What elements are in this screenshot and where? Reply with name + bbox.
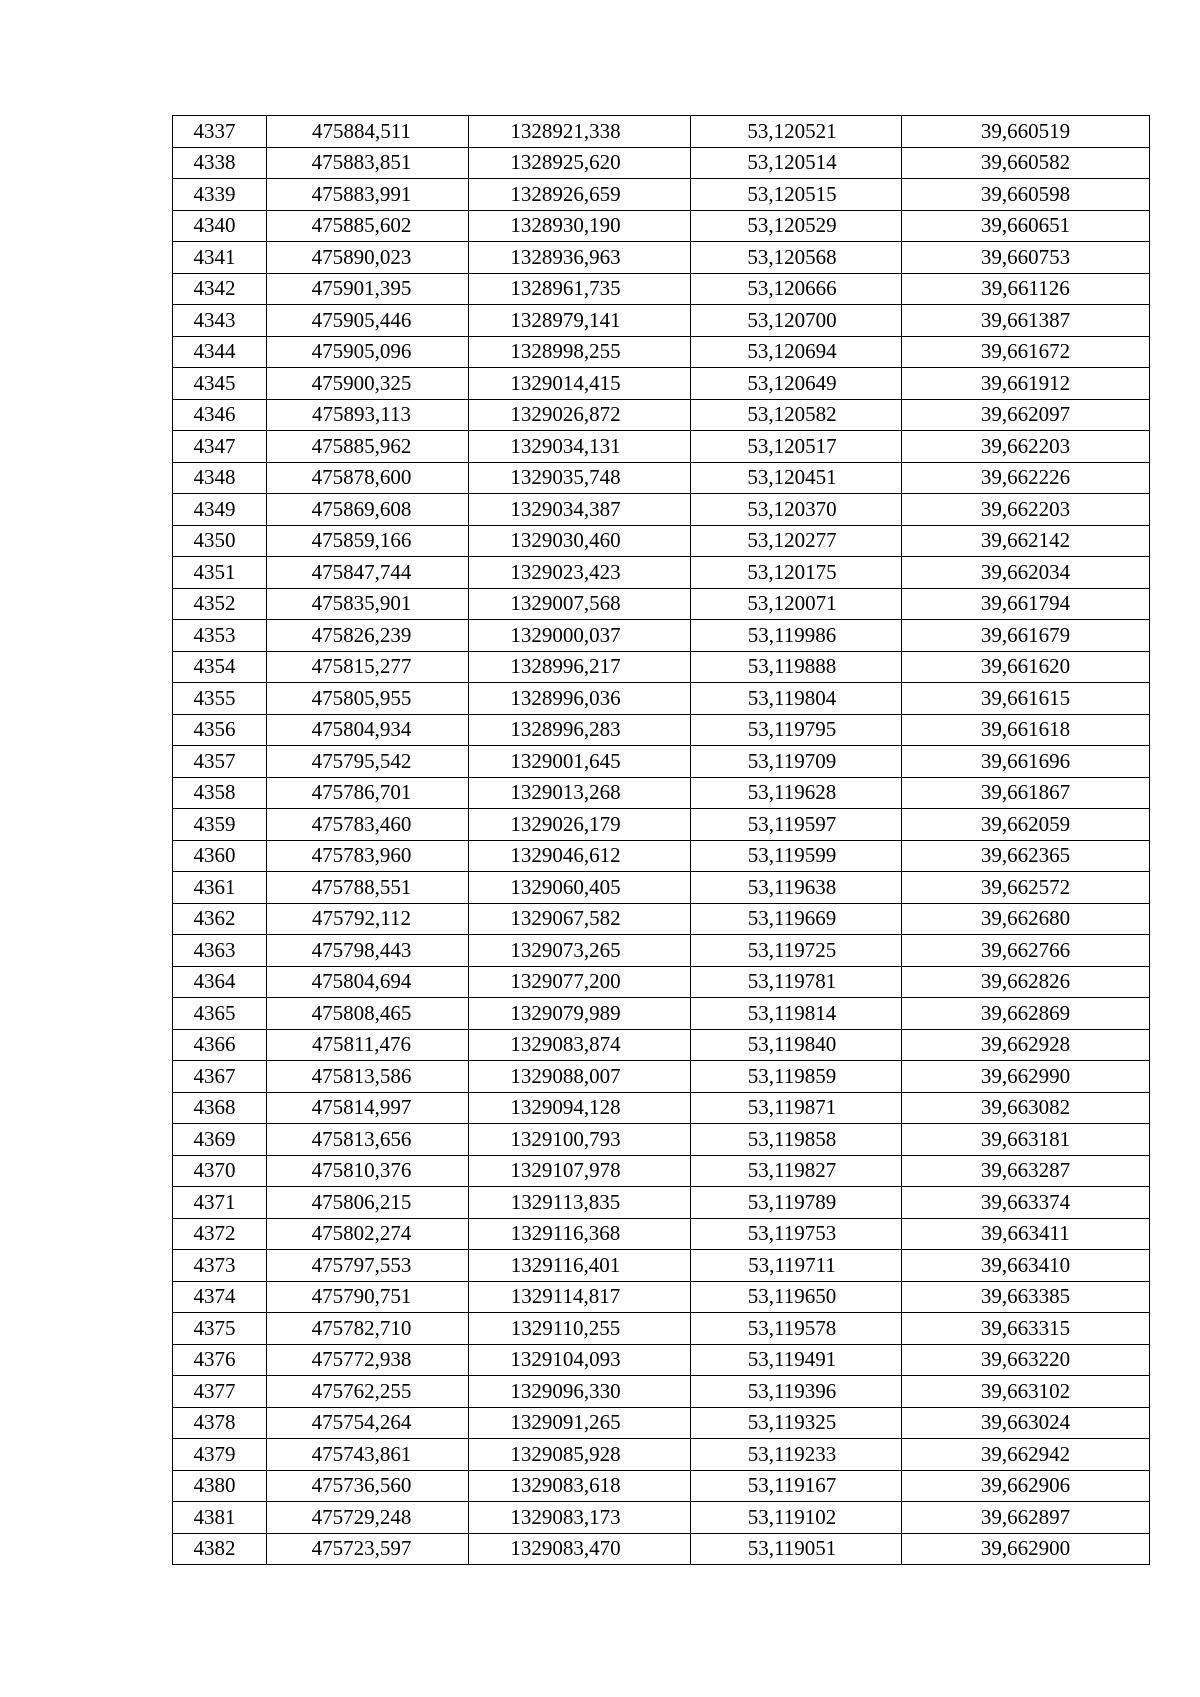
x-coordinate-cell: 475797,553 — [267, 1250, 469, 1282]
table-row — [173, 147, 1150, 179]
table-row — [173, 1061, 1150, 1093]
point-number-cell: 4382 — [173, 1533, 267, 1565]
latitude-cell: 53,120071 — [691, 588, 902, 620]
longitude-cell: 39,660598 — [902, 179, 1150, 211]
point-number-cell: 4360 — [173, 840, 267, 872]
x-coordinate-cell: 475847,744 — [267, 557, 469, 589]
latitude-cell: 53,119233 — [691, 1439, 902, 1471]
longitude-cell: 39,662897 — [902, 1502, 1150, 1534]
y-coordinate-cell: 1329085,928 — [469, 1439, 691, 1471]
table-row — [173, 305, 1150, 337]
point-number-cell: 4351 — [173, 557, 267, 589]
x-coordinate-cell: 475808,465 — [267, 998, 469, 1030]
longitude-cell: 39,660582 — [902, 147, 1150, 179]
longitude-cell: 39,661618 — [902, 714, 1150, 746]
y-coordinate-cell: 1329083,618 — [469, 1470, 691, 1502]
point-number-cell: 4378 — [173, 1407, 267, 1439]
y-coordinate-cell: 1329026,179 — [469, 809, 691, 841]
latitude-cell: 53,119599 — [691, 840, 902, 872]
x-coordinate-cell: 475754,264 — [267, 1407, 469, 1439]
point-number-cell: 4367 — [173, 1061, 267, 1093]
longitude-cell: 39,663220 — [902, 1344, 1150, 1376]
table-row — [173, 777, 1150, 809]
table-row — [173, 1313, 1150, 1345]
y-coordinate-cell: 1329073,265 — [469, 935, 691, 967]
longitude-cell: 39,660519 — [902, 116, 1150, 148]
latitude-cell: 53,120515 — [691, 179, 902, 211]
x-coordinate-cell: 475743,861 — [267, 1439, 469, 1471]
x-coordinate-cell: 475900,325 — [267, 368, 469, 400]
latitude-cell: 53,120529 — [691, 210, 902, 242]
x-coordinate-cell: 475772,938 — [267, 1344, 469, 1376]
coordinates-table-body — [173, 116, 1150, 1565]
longitude-cell: 39,661912 — [902, 368, 1150, 400]
x-coordinate-cell: 475790,751 — [267, 1281, 469, 1313]
longitude-cell: 39,663082 — [902, 1092, 1150, 1124]
point-number-cell: 4343 — [173, 305, 267, 337]
x-coordinate-cell: 475885,602 — [267, 210, 469, 242]
table-row — [173, 840, 1150, 872]
y-coordinate-cell: 1328930,190 — [469, 210, 691, 242]
latitude-cell: 53,119814 — [691, 998, 902, 1030]
point-number-cell: 4364 — [173, 966, 267, 998]
latitude-cell: 53,119628 — [691, 777, 902, 809]
x-coordinate-cell: 475788,551 — [267, 872, 469, 904]
latitude-cell: 53,119711 — [691, 1250, 902, 1282]
longitude-cell: 39,661696 — [902, 746, 1150, 778]
y-coordinate-cell: 1329046,612 — [469, 840, 691, 872]
latitude-cell: 53,119709 — [691, 746, 902, 778]
x-coordinate-cell: 475893,113 — [267, 399, 469, 431]
x-coordinate-cell: 475815,277 — [267, 651, 469, 683]
point-number-cell: 4361 — [173, 872, 267, 904]
x-coordinate-cell: 475806,215 — [267, 1187, 469, 1219]
table-row — [173, 588, 1150, 620]
latitude-cell: 53,120700 — [691, 305, 902, 337]
table-row — [173, 462, 1150, 494]
point-number-cell: 4362 — [173, 903, 267, 935]
table-row — [173, 1376, 1150, 1408]
x-coordinate-cell: 475883,851 — [267, 147, 469, 179]
x-coordinate-cell: 475869,608 — [267, 494, 469, 526]
longitude-cell: 39,663181 — [902, 1124, 1150, 1156]
x-coordinate-cell: 475885,962 — [267, 431, 469, 463]
table-row — [173, 494, 1150, 526]
y-coordinate-cell: 1329013,268 — [469, 777, 691, 809]
y-coordinate-cell: 1329034,131 — [469, 431, 691, 463]
point-number-cell: 4348 — [173, 462, 267, 494]
longitude-cell: 39,662203 — [902, 431, 1150, 463]
x-coordinate-cell: 475859,166 — [267, 525, 469, 557]
y-coordinate-cell: 1328998,255 — [469, 336, 691, 368]
x-coordinate-cell: 475729,248 — [267, 1502, 469, 1534]
latitude-cell: 53,119888 — [691, 651, 902, 683]
latitude-cell: 53,120694 — [691, 336, 902, 368]
y-coordinate-cell: 1329079,989 — [469, 998, 691, 1030]
y-coordinate-cell: 1329001,645 — [469, 746, 691, 778]
x-coordinate-cell: 475814,997 — [267, 1092, 469, 1124]
latitude-cell: 53,119578 — [691, 1313, 902, 1345]
latitude-cell: 53,120582 — [691, 399, 902, 431]
x-coordinate-cell: 475804,694 — [267, 966, 469, 998]
y-coordinate-cell: 1328996,217 — [469, 651, 691, 683]
x-coordinate-cell: 475736,560 — [267, 1470, 469, 1502]
x-coordinate-cell: 475905,446 — [267, 305, 469, 337]
y-coordinate-cell: 1329110,255 — [469, 1313, 691, 1345]
point-number-cell: 4375 — [173, 1313, 267, 1345]
latitude-cell: 53,119102 — [691, 1502, 902, 1534]
latitude-cell: 53,119840 — [691, 1029, 902, 1061]
longitude-cell: 39,661672 — [902, 336, 1150, 368]
latitude-cell: 53,120175 — [691, 557, 902, 589]
y-coordinate-cell: 1328936,963 — [469, 242, 691, 274]
point-number-cell: 4381 — [173, 1502, 267, 1534]
latitude-cell: 53,119650 — [691, 1281, 902, 1313]
latitude-cell: 53,119827 — [691, 1155, 902, 1187]
y-coordinate-cell: 1329060,405 — [469, 872, 691, 904]
latitude-cell: 53,119638 — [691, 872, 902, 904]
x-coordinate-cell: 475901,395 — [267, 273, 469, 305]
table-row — [173, 903, 1150, 935]
longitude-cell: 39,662900 — [902, 1533, 1150, 1565]
table-row — [173, 872, 1150, 904]
point-number-cell: 4345 — [173, 368, 267, 400]
y-coordinate-cell: 1329000,037 — [469, 620, 691, 652]
longitude-cell: 39,662572 — [902, 872, 1150, 904]
table-row — [173, 809, 1150, 841]
latitude-cell: 53,119804 — [691, 683, 902, 715]
y-coordinate-cell: 1329014,415 — [469, 368, 691, 400]
x-coordinate-cell: 475795,542 — [267, 746, 469, 778]
point-number-cell: 4344 — [173, 336, 267, 368]
x-coordinate-cell: 475762,255 — [267, 1376, 469, 1408]
point-number-cell: 4341 — [173, 242, 267, 274]
latitude-cell: 53,120514 — [691, 147, 902, 179]
x-coordinate-cell: 475835,901 — [267, 588, 469, 620]
y-coordinate-cell: 1329113,835 — [469, 1187, 691, 1219]
y-coordinate-cell: 1328979,141 — [469, 305, 691, 337]
x-coordinate-cell: 475890,023 — [267, 242, 469, 274]
point-number-cell: 4370 — [173, 1155, 267, 1187]
table-row — [173, 242, 1150, 274]
point-number-cell: 4355 — [173, 683, 267, 715]
x-coordinate-cell: 475905,096 — [267, 336, 469, 368]
point-number-cell: 4374 — [173, 1281, 267, 1313]
longitude-cell: 39,662226 — [902, 462, 1150, 494]
longitude-cell: 39,662942 — [902, 1439, 1150, 1471]
y-coordinate-cell: 1329077,200 — [469, 966, 691, 998]
table-row — [173, 1155, 1150, 1187]
table-row — [173, 1187, 1150, 1219]
latitude-cell: 53,119871 — [691, 1092, 902, 1124]
latitude-cell: 53,120370 — [691, 494, 902, 526]
longitude-cell: 39,661387 — [902, 305, 1150, 337]
longitude-cell: 39,660651 — [902, 210, 1150, 242]
table-row — [173, 1250, 1150, 1282]
latitude-cell: 53,119325 — [691, 1407, 902, 1439]
latitude-cell: 53,120517 — [691, 431, 902, 463]
y-coordinate-cell: 1329116,368 — [469, 1218, 691, 1250]
x-coordinate-cell: 475813,586 — [267, 1061, 469, 1093]
table-row — [173, 525, 1150, 557]
coordinates-table — [172, 115, 1150, 1565]
longitude-cell: 39,662365 — [902, 840, 1150, 872]
longitude-cell: 39,661620 — [902, 651, 1150, 683]
longitude-cell: 39,662928 — [902, 1029, 1150, 1061]
table-row — [173, 1281, 1150, 1313]
point-number-cell: 4358 — [173, 777, 267, 809]
longitude-cell: 39,661867 — [902, 777, 1150, 809]
longitude-cell: 39,661794 — [902, 588, 1150, 620]
longitude-cell: 39,661615 — [902, 683, 1150, 715]
x-coordinate-cell: 475802,274 — [267, 1218, 469, 1250]
table-row — [173, 431, 1150, 463]
point-number-cell: 4357 — [173, 746, 267, 778]
y-coordinate-cell: 1329116,401 — [469, 1250, 691, 1282]
longitude-cell: 39,662034 — [902, 557, 1150, 589]
y-coordinate-cell: 1328996,036 — [469, 683, 691, 715]
x-coordinate-cell: 475813,656 — [267, 1124, 469, 1156]
longitude-cell: 39,660753 — [902, 242, 1150, 274]
latitude-cell: 53,119859 — [691, 1061, 902, 1093]
table-row — [173, 557, 1150, 589]
longitude-cell: 39,662097 — [902, 399, 1150, 431]
y-coordinate-cell: 1328925,620 — [469, 147, 691, 179]
table-row — [173, 1218, 1150, 1250]
x-coordinate-cell: 475782,710 — [267, 1313, 469, 1345]
point-number-cell: 4371 — [173, 1187, 267, 1219]
table-row — [173, 1439, 1150, 1471]
longitude-cell: 39,663385 — [902, 1281, 1150, 1313]
x-coordinate-cell: 475878,600 — [267, 462, 469, 494]
longitude-cell: 39,663411 — [902, 1218, 1150, 1250]
longitude-cell: 39,662869 — [902, 998, 1150, 1030]
point-number-cell: 4354 — [173, 651, 267, 683]
y-coordinate-cell: 1329023,423 — [469, 557, 691, 589]
table-row — [173, 1092, 1150, 1124]
point-number-cell: 4338 — [173, 147, 267, 179]
point-number-cell: 4340 — [173, 210, 267, 242]
latitude-cell: 53,120666 — [691, 273, 902, 305]
y-coordinate-cell: 1329030,460 — [469, 525, 691, 557]
latitude-cell: 53,119795 — [691, 714, 902, 746]
longitude-cell: 39,663374 — [902, 1187, 1150, 1219]
latitude-cell: 53,119753 — [691, 1218, 902, 1250]
latitude-cell: 53,120451 — [691, 462, 902, 494]
longitude-cell: 39,663102 — [902, 1376, 1150, 1408]
x-coordinate-cell: 475805,955 — [267, 683, 469, 715]
table-row — [173, 620, 1150, 652]
y-coordinate-cell: 1329035,748 — [469, 462, 691, 494]
table-row — [173, 210, 1150, 242]
point-number-cell: 4349 — [173, 494, 267, 526]
y-coordinate-cell: 1329083,173 — [469, 1502, 691, 1534]
table-row — [173, 683, 1150, 715]
x-coordinate-cell: 475884,511 — [267, 116, 469, 148]
point-number-cell: 4380 — [173, 1470, 267, 1502]
longitude-cell: 39,662826 — [902, 966, 1150, 998]
longitude-cell: 39,662906 — [902, 1470, 1150, 1502]
point-number-cell: 4337 — [173, 116, 267, 148]
latitude-cell: 53,119781 — [691, 966, 902, 998]
latitude-cell: 53,119858 — [691, 1124, 902, 1156]
point-number-cell: 4373 — [173, 1250, 267, 1282]
y-coordinate-cell: 1329107,978 — [469, 1155, 691, 1187]
point-number-cell: 4350 — [173, 525, 267, 557]
y-coordinate-cell: 1329083,470 — [469, 1533, 691, 1565]
point-number-cell: 4339 — [173, 179, 267, 211]
x-coordinate-cell: 475826,239 — [267, 620, 469, 652]
point-number-cell: 4353 — [173, 620, 267, 652]
table-row — [173, 1124, 1150, 1156]
table-row — [173, 1470, 1150, 1502]
table-row — [173, 179, 1150, 211]
latitude-cell: 53,119597 — [691, 809, 902, 841]
y-coordinate-cell: 1329034,387 — [469, 494, 691, 526]
longitude-cell: 39,662990 — [902, 1061, 1150, 1093]
latitude-cell: 53,119491 — [691, 1344, 902, 1376]
table-row — [173, 714, 1150, 746]
latitude-cell: 53,119789 — [691, 1187, 902, 1219]
y-coordinate-cell: 1329096,330 — [469, 1376, 691, 1408]
longitude-cell: 39,662680 — [902, 903, 1150, 935]
table-row — [173, 1502, 1150, 1534]
table-row — [173, 746, 1150, 778]
longitude-cell: 39,661679 — [902, 620, 1150, 652]
x-coordinate-cell: 475804,934 — [267, 714, 469, 746]
point-number-cell: 4376 — [173, 1344, 267, 1376]
table-row — [173, 651, 1150, 683]
longitude-cell: 39,663410 — [902, 1250, 1150, 1282]
table-row — [173, 966, 1150, 998]
y-coordinate-cell: 1329100,793 — [469, 1124, 691, 1156]
y-coordinate-cell: 1329104,093 — [469, 1344, 691, 1376]
point-number-cell: 4356 — [173, 714, 267, 746]
table-row — [173, 116, 1150, 148]
latitude-cell: 53,120568 — [691, 242, 902, 274]
longitude-cell: 39,662142 — [902, 525, 1150, 557]
point-number-cell: 4379 — [173, 1439, 267, 1471]
x-coordinate-cell: 475783,460 — [267, 809, 469, 841]
y-coordinate-cell: 1328921,338 — [469, 116, 691, 148]
point-number-cell: 4342 — [173, 273, 267, 305]
latitude-cell: 53,120521 — [691, 116, 902, 148]
x-coordinate-cell: 475810,376 — [267, 1155, 469, 1187]
point-number-cell: 4365 — [173, 998, 267, 1030]
point-number-cell: 4346 — [173, 399, 267, 431]
longitude-cell: 39,662203 — [902, 494, 1150, 526]
table-row — [173, 1533, 1150, 1565]
table-row — [173, 1407, 1150, 1439]
table-row — [173, 998, 1150, 1030]
y-coordinate-cell: 1329067,582 — [469, 903, 691, 935]
x-coordinate-cell: 475786,701 — [267, 777, 469, 809]
latitude-cell: 53,119725 — [691, 935, 902, 967]
x-coordinate-cell: 475723,597 — [267, 1533, 469, 1565]
longitude-cell: 39,663315 — [902, 1313, 1150, 1345]
y-coordinate-cell: 1329007,568 — [469, 588, 691, 620]
table-row — [173, 1029, 1150, 1061]
point-number-cell: 4347 — [173, 431, 267, 463]
point-number-cell: 4377 — [173, 1376, 267, 1408]
y-coordinate-cell: 1329026,872 — [469, 399, 691, 431]
latitude-cell: 53,120649 — [691, 368, 902, 400]
longitude-cell: 39,662766 — [902, 935, 1150, 967]
latitude-cell: 53,119669 — [691, 903, 902, 935]
point-number-cell: 4363 — [173, 935, 267, 967]
y-coordinate-cell: 1329091,265 — [469, 1407, 691, 1439]
point-number-cell: 4359 — [173, 809, 267, 841]
point-number-cell: 4352 — [173, 588, 267, 620]
y-coordinate-cell: 1328996,283 — [469, 714, 691, 746]
longitude-cell: 39,662059 — [902, 809, 1150, 841]
x-coordinate-cell: 475783,960 — [267, 840, 469, 872]
table-row — [173, 273, 1150, 305]
y-coordinate-cell: 1329088,007 — [469, 1061, 691, 1093]
point-number-cell: 4368 — [173, 1092, 267, 1124]
point-number-cell: 4369 — [173, 1124, 267, 1156]
point-number-cell: 4366 — [173, 1029, 267, 1061]
x-coordinate-cell: 475883,991 — [267, 179, 469, 211]
longitude-cell: 39,661126 — [902, 273, 1150, 305]
table-row — [173, 336, 1150, 368]
y-coordinate-cell: 1328961,735 — [469, 273, 691, 305]
y-coordinate-cell: 1328926,659 — [469, 179, 691, 211]
latitude-cell: 53,119396 — [691, 1376, 902, 1408]
x-coordinate-cell: 475798,443 — [267, 935, 469, 967]
point-number-cell: 4372 — [173, 1218, 267, 1250]
x-coordinate-cell: 475792,112 — [267, 903, 469, 935]
y-coordinate-cell: 1329114,817 — [469, 1281, 691, 1313]
latitude-cell: 53,119986 — [691, 620, 902, 652]
x-coordinate-cell: 475811,476 — [267, 1029, 469, 1061]
latitude-cell: 53,119167 — [691, 1470, 902, 1502]
y-coordinate-cell: 1329083,874 — [469, 1029, 691, 1061]
latitude-cell: 53,120277 — [691, 525, 902, 557]
y-coordinate-cell: 1329094,128 — [469, 1092, 691, 1124]
longitude-cell: 39,663287 — [902, 1155, 1150, 1187]
table-row — [173, 399, 1150, 431]
table-row — [173, 368, 1150, 400]
latitude-cell: 53,119051 — [691, 1533, 902, 1565]
table-row — [173, 1344, 1150, 1376]
table-row — [173, 935, 1150, 967]
longitude-cell: 39,663024 — [902, 1407, 1150, 1439]
